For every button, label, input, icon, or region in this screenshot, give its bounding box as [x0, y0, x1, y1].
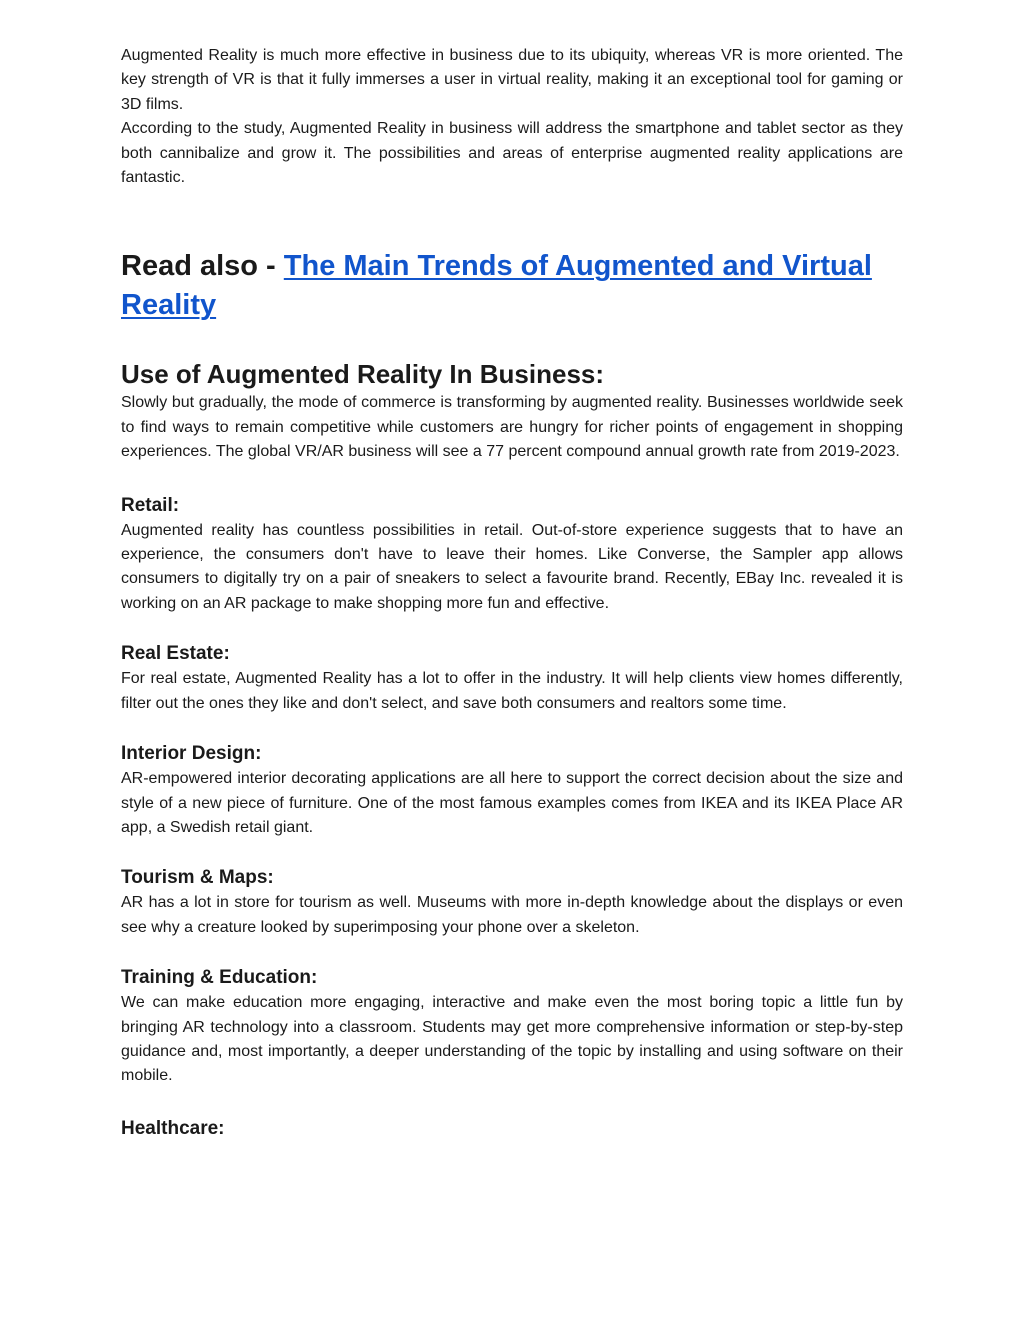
- subsection-heading: Tourism & Maps:: [121, 867, 274, 889]
- read-also-prefix: Read also -: [121, 250, 284, 283]
- intro-paragraph-1: Augmented Reality is much more effective in business due to its ubiquity, whereas VR is more oriented. The key strength of VR is that it fully immerses a user in virtual reality, making it an exceptional tool for gaming or 3D films.: [121, 47, 903, 113]
- subsection-text: Augmented reality has countless possibilities in retail. Out-of-store experience suggests that to have an experience, the consumers don't have to leave their homes. Like Converse, the Sampler app allows consumers to digitally try on a pair of sneakers to select a favourite brand. Recently, EBay Inc. revealed it is working on an AR package to make shopping more fun and effective.: [121, 521, 903, 612]
- subsection-text: We can make education more engaging, interactive and make even the most boring topic a little fun by bringing AR technology into a classroom. Students may get more comprehensive information or step-by-step guidance and, most importantly, a deeper understanding of the topic by installing and using software on their mobile.: [121, 994, 903, 1085]
- subsection-healthcare: [121, 1117, 903, 1141]
- subsection-tourism-maps: [121, 866, 903, 940]
- subsection-heading: Training & Education:: [121, 967, 318, 989]
- read-also-link[interactable]: The Main Trends of Augmented and Virtual Reality: [121, 250, 872, 322]
- subsection-heading: Real Estate:: [121, 643, 230, 665]
- subsection-heading: Healthcare:: [121, 1117, 225, 1139]
- subsection-heading: Interior Design:: [121, 743, 262, 765]
- subsection-real-estate: [121, 642, 903, 716]
- subsection-text: AR has a lot in store for tourism as well. Museums with more in-depth knowledge about the displays or even see why a creature looked by superimposing your phone over a skeleton.: [121, 894, 903, 936]
- subsection-retail: [121, 494, 903, 617]
- subsection-interior-design: [121, 742, 903, 840]
- subsection-training-education: [121, 966, 903, 1089]
- document-page: [121, 44, 903, 1142]
- subsection-text: For real estate, Augmented Reality has a lot to offer in the industry. It will help clients view homes differently, filter out the ones they like and don't select, and save both consumers and realtors some time.: [121, 670, 903, 712]
- section-lead-paragraph: Slowly but gradually, the mode of commerce is transforming by augmented reality. Businesses worldwide seek to find ways to remain competitive while customers are hungry for richer points of engagement in shopping experiences. The global VR/AR business will see a 77 percent compound annual growth rate from 2019-2023.: [121, 394, 903, 461]
- read-also-heading: [121, 247, 903, 325]
- subsection-heading: Retail:: [121, 494, 180, 516]
- intro-paragraph-2: According to the study, Augmented Reality in business will address the smartphone and tablet sector as they both cannibalize and grow it. The possibilities and areas of enterprise augmented reality applications are fantastic.: [121, 120, 903, 187]
- subsection-text: AR-empowered interior decorating applications are all here to support the correct decision about the size and style of a new piece of furniture. One of the most famous examples comes from IKEA and its IKEA Place AR app, a Swedish retail giant.: [121, 770, 903, 836]
- section-title: Use of Augmented Reality In Business:: [121, 359, 605, 390]
